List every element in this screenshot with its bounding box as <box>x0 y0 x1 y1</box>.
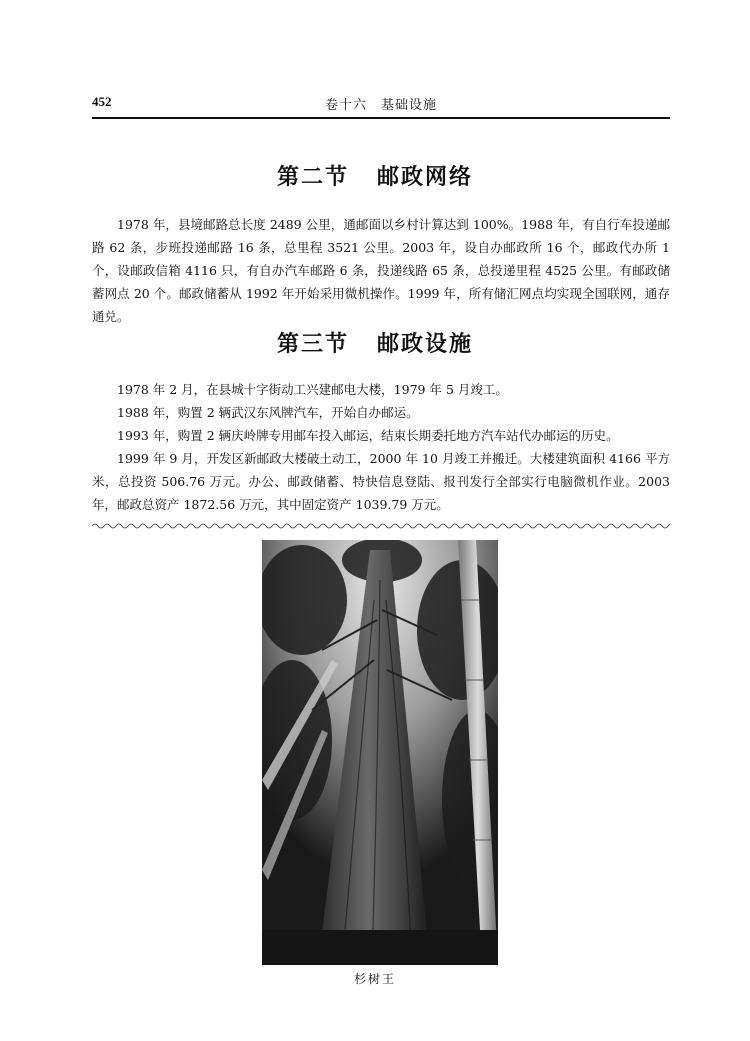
paragraph: 1978 年，县境邮路总长度 2489 公里，通邮面以乡村计算达到 100%。1988 年，有自行车投递邮路 62 条，步班投递邮路 16 条，总里程 3521 公里。2003 年，设自办邮政所 16 个，邮政代办所 1 个，设邮政信箱 4116 只，有自办汽车邮路 6 条，投递线路 65 条，总投递里程 4525 公里。有邮政储蓄网点 20 个。邮政储蓄从 1992 年开始采用微机操作。1999 年，所有储汇网点均实现全国联网，通存通兑。 <box>92 217 670 324</box>
section-name: 邮政网络 <box>377 165 474 190</box>
running-title: 卷十六 基础设施 <box>324 98 437 113</box>
decorative-wave-divider <box>92 521 670 531</box>
section-number: 第二节 <box>276 165 349 190</box>
section-title-postal-network <box>0 160 750 191</box>
section-title-postal-facilities <box>0 327 750 358</box>
paragraph: 1988 年，购置 2 辆武汉东风牌汽车，开始自办邮运。 <box>117 405 419 420</box>
paragraph: 1978 年 2 月，在县城十字街动工兴建邮电大楼，1979 年 5 月竣工。 <box>117 382 508 397</box>
section-name: 邮政设施 <box>377 332 474 357</box>
figure-caption: 杉树王 <box>353 972 396 986</box>
paragraph: 1993 年，购置 2 辆庆岭牌专用邮车投入邮运，结束长期委托地方汽车站代办邮运的历史。 <box>117 428 619 443</box>
section-number: 第三节 <box>276 332 349 357</box>
page-number: 452 <box>92 94 112 109</box>
tree-photo <box>262 540 498 965</box>
paragraph: 1999 年 9 月，开发区新邮政大楼破土动工，2000 年 10 月竣工并搬迁。大楼建筑面积 4166 平方米，总投资 506.76 万元。办公、邮政储蓄、特快信息登陆、报刊发行全部实行电脑微机作业。2003 年，邮政总资产 1872.56 万元，其中固定资产 1039.79 万元。 <box>92 451 670 512</box>
header-rule <box>92 117 670 119</box>
page-header <box>92 94 670 116</box>
